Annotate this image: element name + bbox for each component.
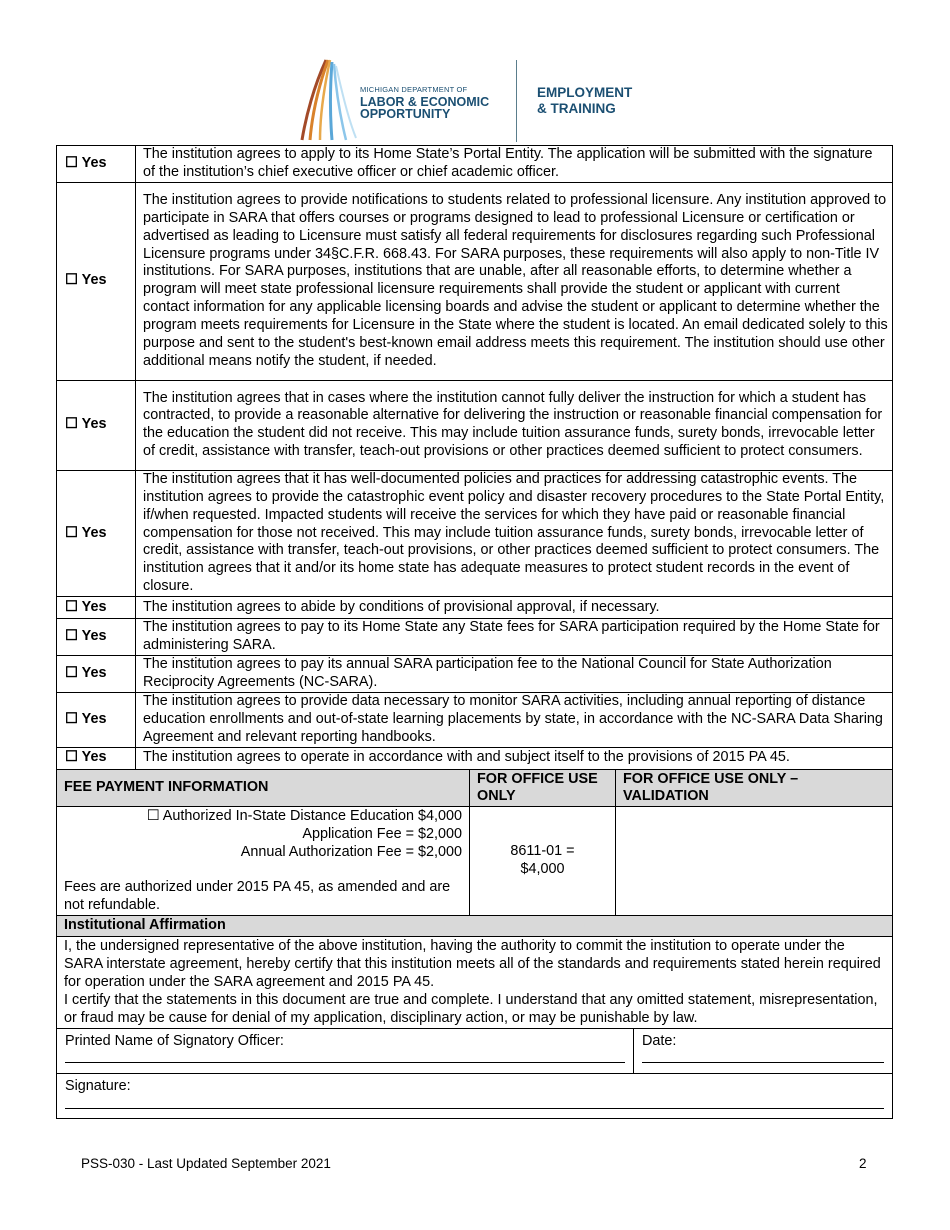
printed-name-cell (57, 1029, 634, 1074)
printed-name-row (57, 1029, 893, 1074)
yes-checkbox[interactable]: ☐ Yes (57, 146, 136, 183)
office-use-cell (470, 807, 616, 916)
printed-name-field[interactable] (65, 1054, 625, 1063)
signature-label: Signature: (65, 1078, 131, 1095)
fee-payment-heading: FEE PAYMENT INFORMATION (57, 770, 470, 807)
agreement-row (57, 597, 893, 619)
agreement-row (57, 692, 893, 747)
office-validation-heading: FOR OFFICE USE ONLY – VALIDATION (616, 770, 893, 807)
fee-details (57, 807, 470, 916)
division-name (537, 85, 632, 117)
affirmation-body-row (57, 937, 893, 1029)
date-field[interactable] (642, 1054, 884, 1063)
dept-line-1: MICHIGAN DEPARTMENT OF (360, 85, 468, 94)
dept-line-2: LABOR & ECONOMIC (360, 95, 490, 109)
leo-arc-logo-icon (296, 58, 360, 142)
office-use-heading: FOR OFFICE USE ONLY (470, 770, 616, 807)
agreement-row (57, 470, 893, 596)
yes-checkbox[interactable]: ☐ Yes (57, 655, 136, 692)
signature-cell (57, 1074, 893, 1119)
agreement-text: The institution agrees to operate in accordance with and subject itself to the provisions of 2015 PA 45. (136, 747, 893, 769)
fee-note: Fees are authorized under 2015 PA 45, as amended and are not refundable. (64, 878, 451, 913)
annual-authorization-fee: Annual Authorization Fee = $2,000 (240, 843, 462, 860)
yes-checkbox[interactable]: ☐ Yes (57, 470, 136, 596)
division-line-1: EMPLOYMENT (537, 85, 633, 100)
division-line-2: & TRAINING (537, 101, 616, 116)
affirmation-heading: Institutional Affirmation (57, 916, 893, 937)
signature-table (56, 1029, 893, 1120)
fee-header-row (57, 770, 893, 807)
affirmation-body (57, 937, 893, 1029)
office-amount: $4,000 (520, 861, 565, 877)
department-name (360, 84, 489, 120)
page-header (296, 58, 656, 143)
yes-checkbox[interactable]: ☐ Yes (57, 597, 136, 619)
date-label: Date: (642, 1032, 677, 1049)
fee-table (56, 770, 893, 1029)
agreement-row (57, 182, 893, 380)
agreement-text: The institution agrees that it has well-documented policies and practices for addressing catastrophic events. The institution agrees to provide the catastrophic event policy and disaster recovery procedures to the State Portal Entity, if/when requested. Impacted students will receive the services for which they have paid or reasonable financial compensation for those not received. This may include tuition assurance funds, surety bonds, irrevocable letter of credit, assistance with transfer, teach-out provisions, or other practices deemed sufficient to protect consumers. The institution agrees that it and/or its home state has adequate measures to protect student records in the event of closure. (136, 470, 893, 596)
agreement-text: The institution agrees to pay to its Home State any State fees for SARA participation required by the Home State for administering SARA. (136, 619, 893, 656)
application-fee: Application Fee = $2,000 (302, 825, 462, 842)
page-number: 2 (859, 1156, 867, 1171)
date-cell (634, 1029, 893, 1074)
affirmation-header-row (57, 916, 893, 937)
agreement-row (57, 655, 893, 692)
agreement-text: The institution agrees to apply to its Home State’s Portal Entity. The application will be submitted with the signature of the institution’s chief executive officer or chief academic officer. (136, 146, 893, 183)
form-content (56, 145, 893, 1119)
signature-field[interactable] (65, 1100, 884, 1109)
yes-checkbox[interactable]: ☐ Yes (57, 692, 136, 747)
agreement-text: The institution agrees to abide by conditions of provisional approval, if necessary. (136, 597, 893, 619)
fee-detail-row (57, 807, 893, 916)
yes-checkbox[interactable]: ☐ Yes (57, 182, 136, 380)
header-divider (516, 60, 517, 142)
signature-row (57, 1074, 893, 1119)
office-validation-cell (616, 807, 893, 916)
agreements-table (56, 145, 893, 770)
yes-checkbox[interactable]: ☐ Yes (57, 747, 136, 769)
agreement-text: The institution agrees to provide notifications to students related to professional licensure. Any institution approved to participate in SARA that offers courses or programs designed to lead to professional Licensure or certification or advertised as leading to Licensure must satisfy all federal requirements for disclosures regarding such Professional Licensure programs under 34§C.F.R. 668.43. For SARA purposes, these requirements will also apply to non-Title IV institutions. For SARA purposes, institutions that are unable, after all reasonable efforts, to determine whether a program will meet state professional licensure requirements shall provide the student or applicant with current contact information for any applicable licensing boards and advise the student or applicant to determine whether the program meets requirements for Licensure in the State where the student is located. An email dedicated solely to this purpose and sent to the student's best-known email address meets this requirement. The institution should use other additional means notify the student, if needed. (136, 182, 893, 380)
office-code: 8611-01 = (510, 843, 575, 860)
yes-checkbox[interactable]: ☐ Yes (57, 380, 136, 470)
agreement-text: The institution agrees that in cases where the institution cannot fully deliver the instruction for which a student has contracted, to provide a reasonable alternative for delivering the instruction or reasonable financial compensation for the education the student did not receive. This may include tuition assurance funds, surety bonds, irrevocable letter of credit, assistance with transfer, teach-out provisions or other practices deemed sufficient to protect consumers. (136, 380, 893, 470)
printed-name-label: Printed Name of Signatory Officer: (65, 1032, 284, 1049)
affirmation-paragraph-2: I certify that the statements in this document are true and complete. I understand that any omitted statement, misrepresentation, or fraud may be cause for denial of my application, disciplinary action, or may be punishable by law. (64, 991, 878, 1026)
agreement-row (57, 380, 893, 470)
agreement-row (57, 619, 893, 656)
yes-checkbox[interactable]: ☐ Yes (57, 619, 136, 656)
affirmation-paragraph-1: I, the undersigned representative of the above institution, having the authority to commit the institution to operate under the SARA interstate agreement, hereby certify that this institution meets all of the standards and requirements stated herein required for operation under the SARA agreement and 2015 PA 45. (64, 938, 881, 990)
agreement-row (57, 747, 893, 769)
authorized-distance-education-checkbox[interactable]: ☐ Authorized In-State Distance Education $4,000 (146, 808, 462, 824)
agreement-text: The institution agrees to pay its annual SARA participation fee to the National Council for State Authorization Reciprocity Agreements (NC-SARA). (136, 655, 893, 692)
agreement-text: The institution agrees to provide data necessary to monitor SARA activities, including annual reporting of distance education enrollments and out-of-state learning placements by state, in accordance with the NC-SARA Data Sharing Agreement and relevant reporting handbooks. (136, 692, 893, 747)
dept-line-3: OPPORTUNITY (360, 107, 451, 121)
form-id: PSS-030 - Last Updated September 2021 (81, 1156, 331, 1171)
agreement-row (57, 146, 893, 183)
